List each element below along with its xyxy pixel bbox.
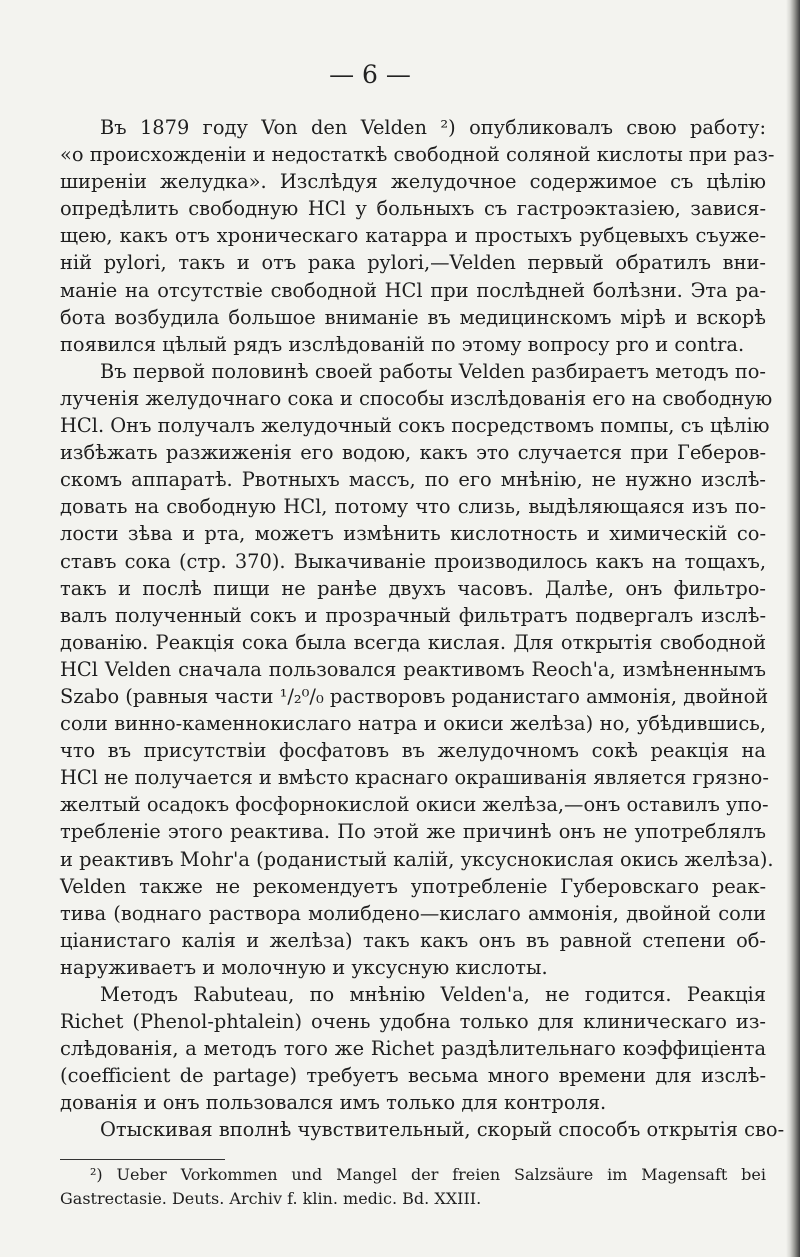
text-line: ставъ сока (стр. 370). Выкачиваніе производилось какъ на тощахъ, (60, 549, 766, 573)
text-line: Методъ Rabuteau, по мнѣнію Velden'a, не годится. Реакція (100, 983, 766, 1006)
text-line: НСl Velden сначала пользовался реактивомъ Reoch'a, измѣненнымъ (60, 657, 766, 681)
text-line: «о происхожденіи и недостаткѣ свободной соляной кислоты при раз- (60, 143, 775, 167)
body-text (60, 114, 785, 1144)
text-line: слѣдованія, а методъ того же Richet раздѣлительнаго коэффиціента (60, 1037, 766, 1061)
text-line: Richet (Phenol-phtalein) очень удобна только для клиническаго из- (60, 1010, 766, 1034)
text-line: опредѣлить свободную НСl у больныхъ съ гастроэктазіею, завися- (60, 197, 766, 221)
text-line: лости зѣва и рта, можетъ измѣнить кислотность и химическій со- (60, 522, 766, 546)
text-line: Въ первой половинѣ своей работы Velden разбираетъ методъ по- (100, 359, 766, 383)
text-line: соли винно-каменнокислаго натра и окиси желѣза) но, убѣдившись, (60, 712, 766, 736)
text-line: ній pylori, такъ и отъ рака pylori,—Velden первый обратилъ вни- (60, 251, 766, 275)
text-line: требленіе этого реактива. По этой же причинѣ онъ не употреблялъ (60, 820, 766, 844)
text-line: НСl не получается и вмѣсто краснаго окрашиванія является грязно- (60, 766, 769, 790)
text-line: маніе на отсутствіе свободной НСl при послѣдней болѣзни. Эта ра- (60, 278, 766, 302)
text-line: Szabo (равныя части ¹/₂⁰/₀ растворовъ роданистаго аммонія, двойной (60, 684, 769, 708)
text-line: ширеніи желудка». Изслѣдуя желудочное содержимое съ цѣлію (60, 170, 766, 194)
text-line: дованія и онъ пользовался имъ только для контроля. (60, 1091, 607, 1115)
text-line: НСl. Онъ получалъ желудочный сокъ посредствомъ помпы, съ цѣлію (60, 414, 770, 438)
footnote-line: ²) Ueber Vorkommen und Mangel der freien Salzsäure im Magensaft bei (90, 1165, 766, 1184)
page-number: — 6 — (329, 60, 411, 89)
text-line: появился цѣлый рядъ изслѣдованій по этому вопросу pro и contra. (60, 332, 745, 356)
text-line: довать на свободную НСl, потому что слизь, выдѣляющаяся изъ по- (60, 495, 766, 519)
text-line: бота возбудила большое вниманіе въ медицинскомъ мірѣ и вскорѣ (60, 305, 766, 329)
footnote-line: Gastrectasie. Deuts. Archiv f. klin. medic. Bd. XXIII. (60, 1189, 482, 1208)
footnote-divider (60, 1159, 225, 1160)
text-line: Velden также не рекомендуетъ употребленіе Губеровскаго реак- (60, 874, 766, 898)
text-line: ціанистаго калія и желѣза) такъ какъ онъ въ равной степени об- (60, 928, 766, 952)
text-line: Въ 1879 году Von den Velden ²) опубликовалъ свою работу: (100, 116, 766, 139)
text-line: такъ и послѣ пищи не ранѣе двухъ часовъ. Далѣе, онъ фильтро- (60, 576, 766, 600)
text-line: Отыскивая вполнѣ чувствительный, скорый способъ открытія сво- (100, 1118, 785, 1142)
text-line: тива (воднаго раствора молибдено—кислаго аммонія, двойной соли (60, 901, 766, 925)
text-line: (coefficient de partage) требуетъ весьма много времени для изслѣ- (60, 1064, 766, 1088)
page-edge-shadow (786, 0, 800, 1257)
text-line: что въ присутствіи фосфатовъ въ желудочномъ сокѣ реакція на (60, 739, 766, 763)
text-line: дованію. Реакція сока была всегда кислая. Для открытія свободной (60, 630, 766, 654)
text-line: избѣжать разжиженія его водою, какъ это случается при Геберов- (60, 441, 766, 465)
text-line: наруживаетъ и молочную и уксусную кислоты. (60, 955, 548, 979)
text-line: валъ полученный сокъ и прозрачный фильтратъ подвергалъ изслѣ- (60, 603, 766, 627)
text-line: скомъ аппаратѣ. Рвотныхъ массъ, по его мнѣнію, не нужно изслѣ- (60, 468, 766, 492)
text-line: лученія желудочнаго сока и способы изслѣдованія его на свободную (60, 386, 773, 410)
text-line: щею, какъ отъ хроническаго катарра и простыхъ рубцевыхъ съуже- (60, 224, 766, 248)
footnote (60, 1163, 766, 1211)
text-line: желтый осадокъ фосфорнокислой окиси желѣза,—онъ оставилъ упо- (60, 793, 769, 817)
text-line: и реактивъ Mohr'a (роданистый калій, уксуснокислая окись желѣза). (60, 847, 774, 871)
